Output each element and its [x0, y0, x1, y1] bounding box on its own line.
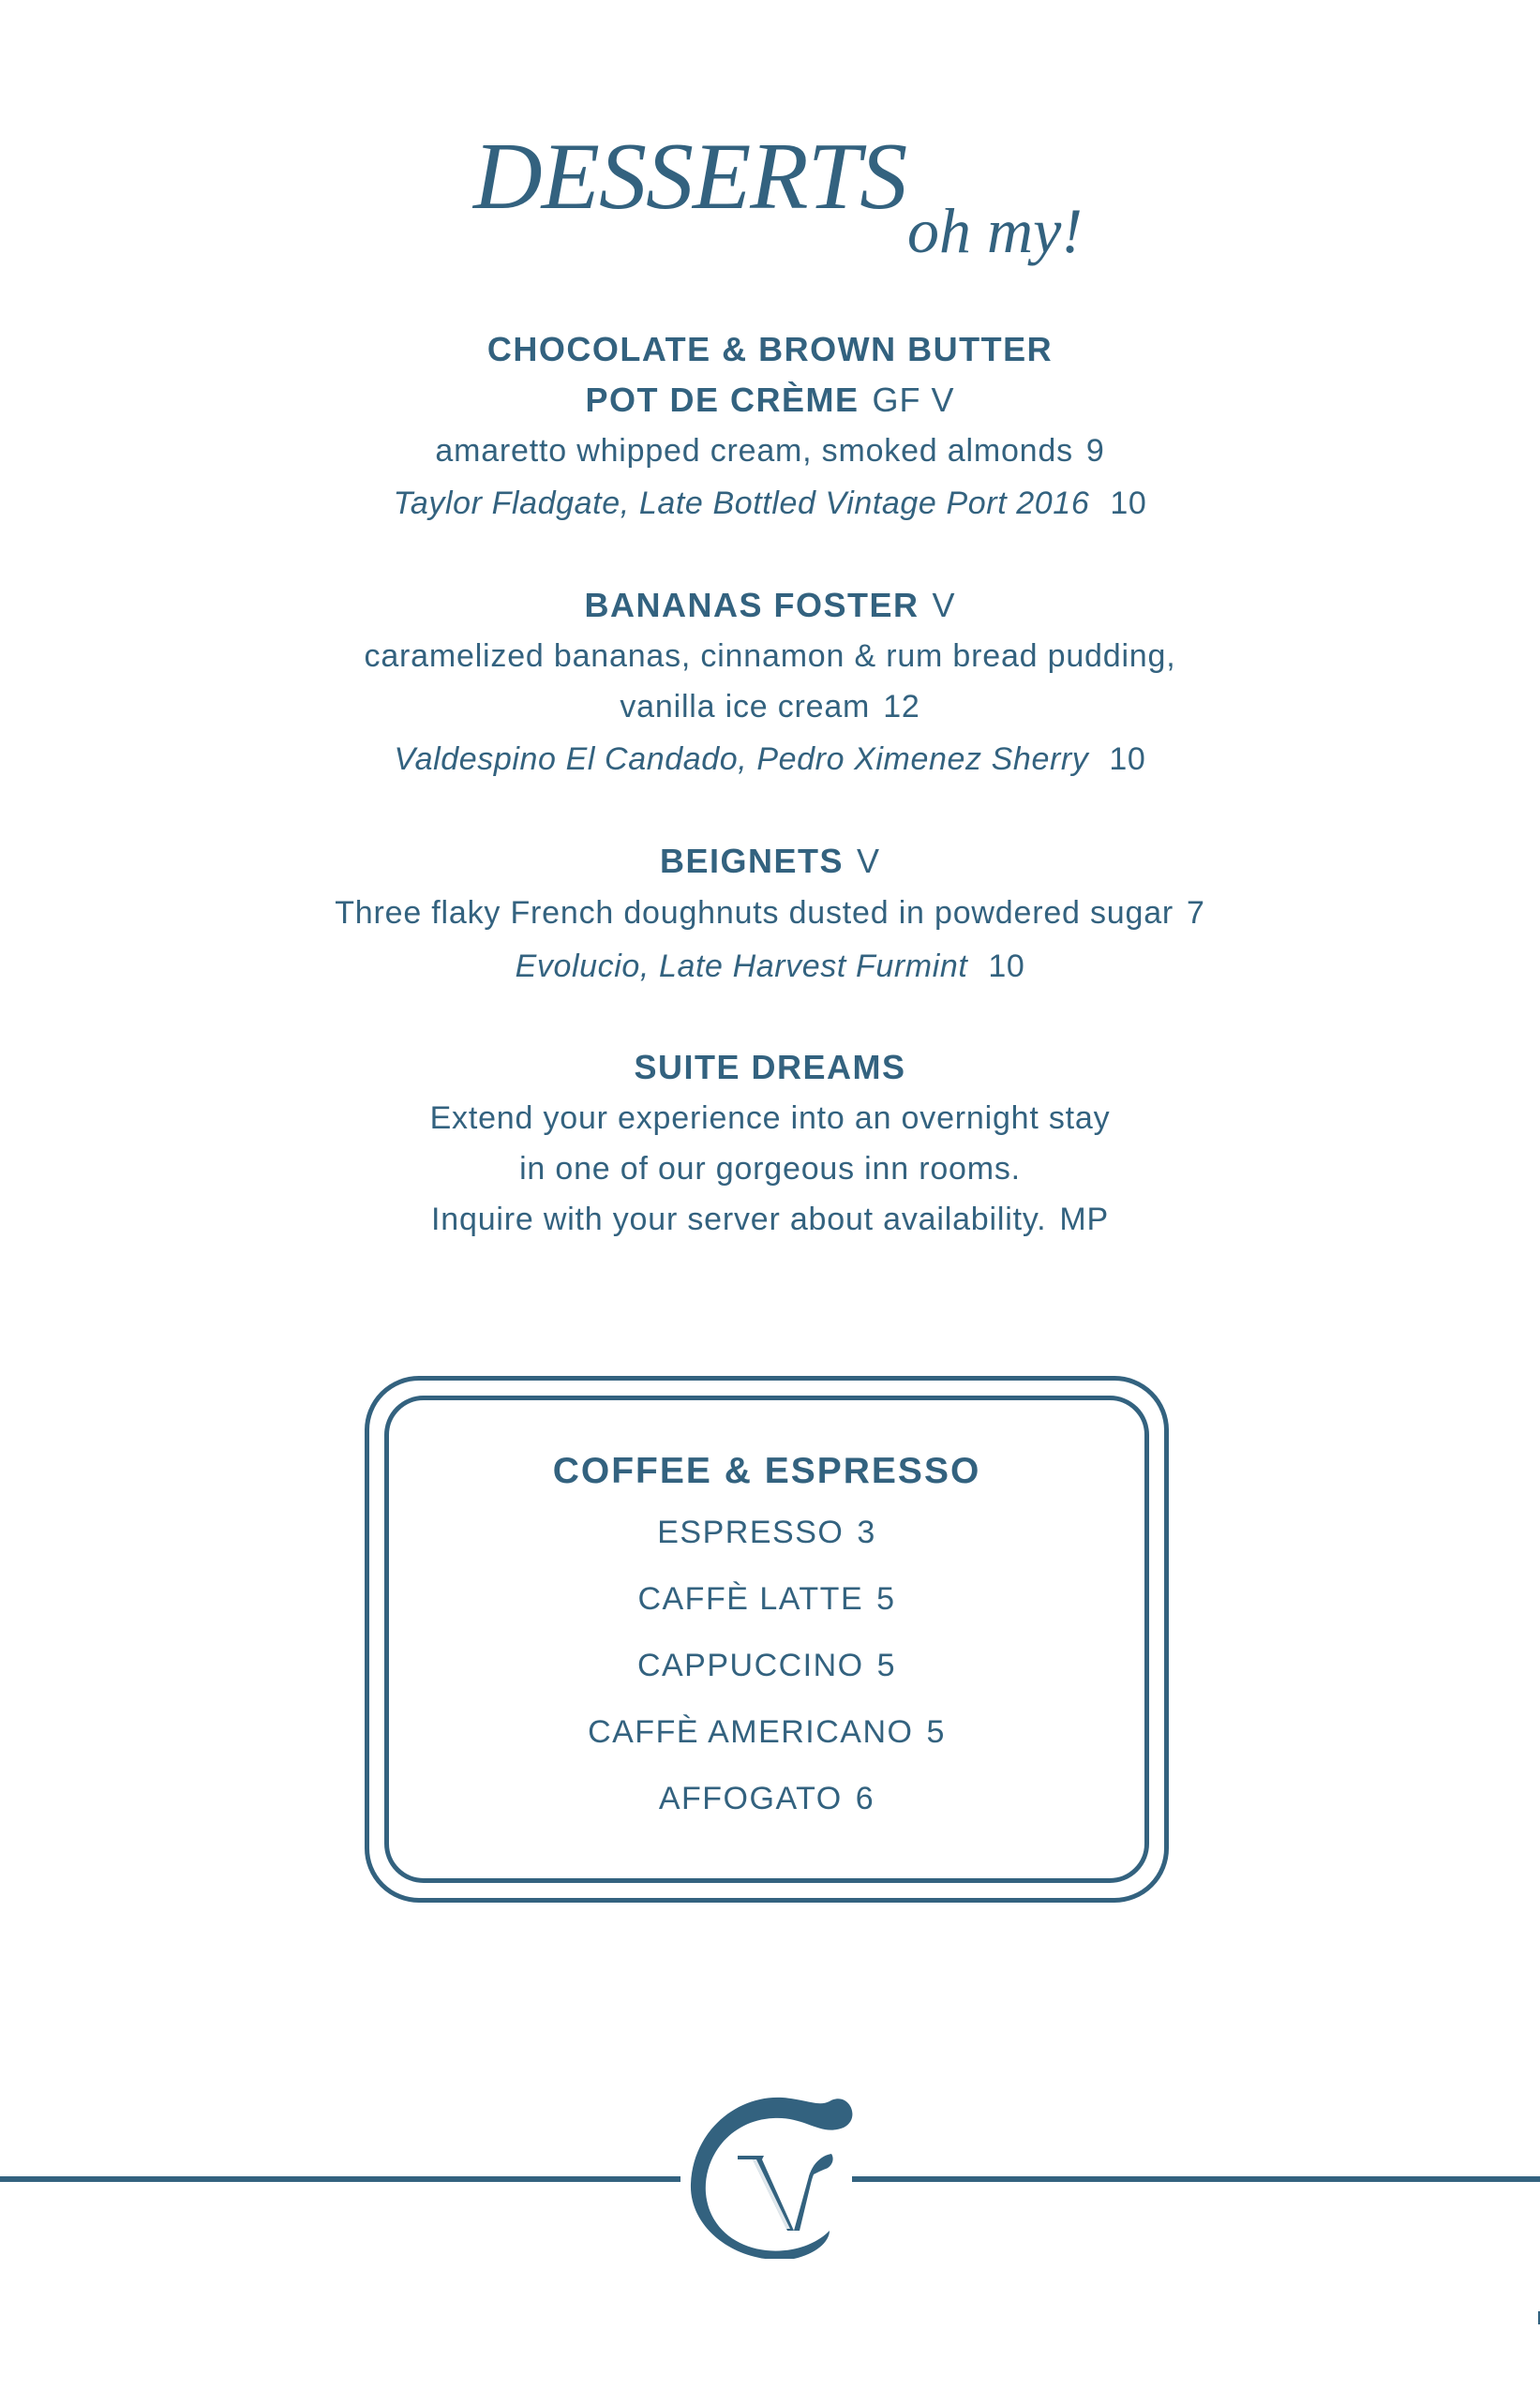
coffee-item-price: 3	[857, 1515, 876, 1550]
coffee-item	[365, 1766, 1169, 1832]
dessert-price: 9	[1085, 433, 1105, 469]
dessert-price: 12	[883, 689, 920, 724]
dessert-name: SUITE DREAMS	[634, 1048, 906, 1086]
dessert-description: Extend your experience into an overnight stay	[429, 1100, 1111, 1136]
dessert-price: MP	[1059, 1202, 1109, 1237]
coffee-item-price: 6	[855, 1781, 875, 1816]
coffee-item-name: CAFFÈ AMERICANO	[588, 1714, 914, 1750]
footer-rule-right	[852, 2176, 1540, 2182]
dessert-description: caramelized bananas, cinnamon & rum bread pudding,	[364, 638, 1176, 674]
wine-price: 10	[988, 949, 1025, 984]
coffee-item	[365, 1633, 1169, 1699]
page-subtitle: oh my!	[907, 195, 1083, 266]
dessert-item-pot-de-creme	[0, 324, 1540, 530]
coffee-section-title: COFFEE & ESPRESSO	[552, 1451, 981, 1491]
coffee-item-name: CAFFÈ LATTE	[637, 1581, 864, 1617]
dessert-name: POT DE CRÈME	[585, 381, 860, 419]
coffee-item-name: ESPRESSO	[657, 1515, 845, 1550]
dietary-tags: GF V	[872, 381, 955, 419]
dessert-name: BANANAS FOSTER	[584, 586, 920, 624]
dessert-item-beignets	[0, 836, 1540, 993]
wine-pairing: Taylor Fladgate, Late Bottled Vintage Port 2016	[393, 485, 1090, 521]
dessert-description: Inquire with your server about availability.	[431, 1202, 1047, 1237]
footer-rule-left	[0, 2176, 680, 2182]
dessert-price: 7	[1187, 895, 1205, 931]
cv-monogram-icon	[689, 2090, 853, 2259]
dessert-description: amaretto whipped cream, smoked almonds	[435, 433, 1073, 469]
dietary-tags: V	[857, 842, 881, 880]
dessert-name: BEIGNETS	[659, 842, 844, 880]
dessert-description: vanilla ice cream	[620, 689, 871, 724]
wine-price: 10	[1109, 741, 1146, 777]
coffee-item-price: 5	[876, 1648, 897, 1683]
menu-header	[0, 0, 1540, 300]
coffee-item-price: 5	[876, 1581, 896, 1617]
page-title: DESSERTS	[473, 124, 907, 230]
wine-pairing: Evolucio, Late Harvest Furmint	[515, 949, 968, 984]
dessert-description: in one of our gorgeous inn rooms.	[519, 1151, 1021, 1187]
dessert-item-suite-dreams	[0, 1042, 1540, 1245]
coffee-item	[365, 1500, 1169, 1566]
dessert-item-bananas-foster	[0, 580, 1540, 786]
coffee-item	[365, 1699, 1169, 1766]
dietary-tags: V	[932, 586, 956, 624]
dessert-name: CHOCOLATE & BROWN BUTTER	[486, 330, 1054, 368]
coffee-item-name: AFFOGATO	[658, 1781, 843, 1816]
wine-price: 10	[1110, 485, 1147, 521]
coffee-section	[365, 1443, 1169, 1832]
dessert-description: Three flaky French doughnuts dusted in powdered sugar	[335, 895, 1174, 931]
wine-pairing: Valdespino El Candado, Pedro Ximenez Sherry	[394, 741, 1089, 777]
coffee-item-name: CAPPUCCINO	[636, 1648, 864, 1683]
coffee-item-price: 5	[926, 1714, 946, 1750]
coffee-item	[365, 1566, 1169, 1633]
